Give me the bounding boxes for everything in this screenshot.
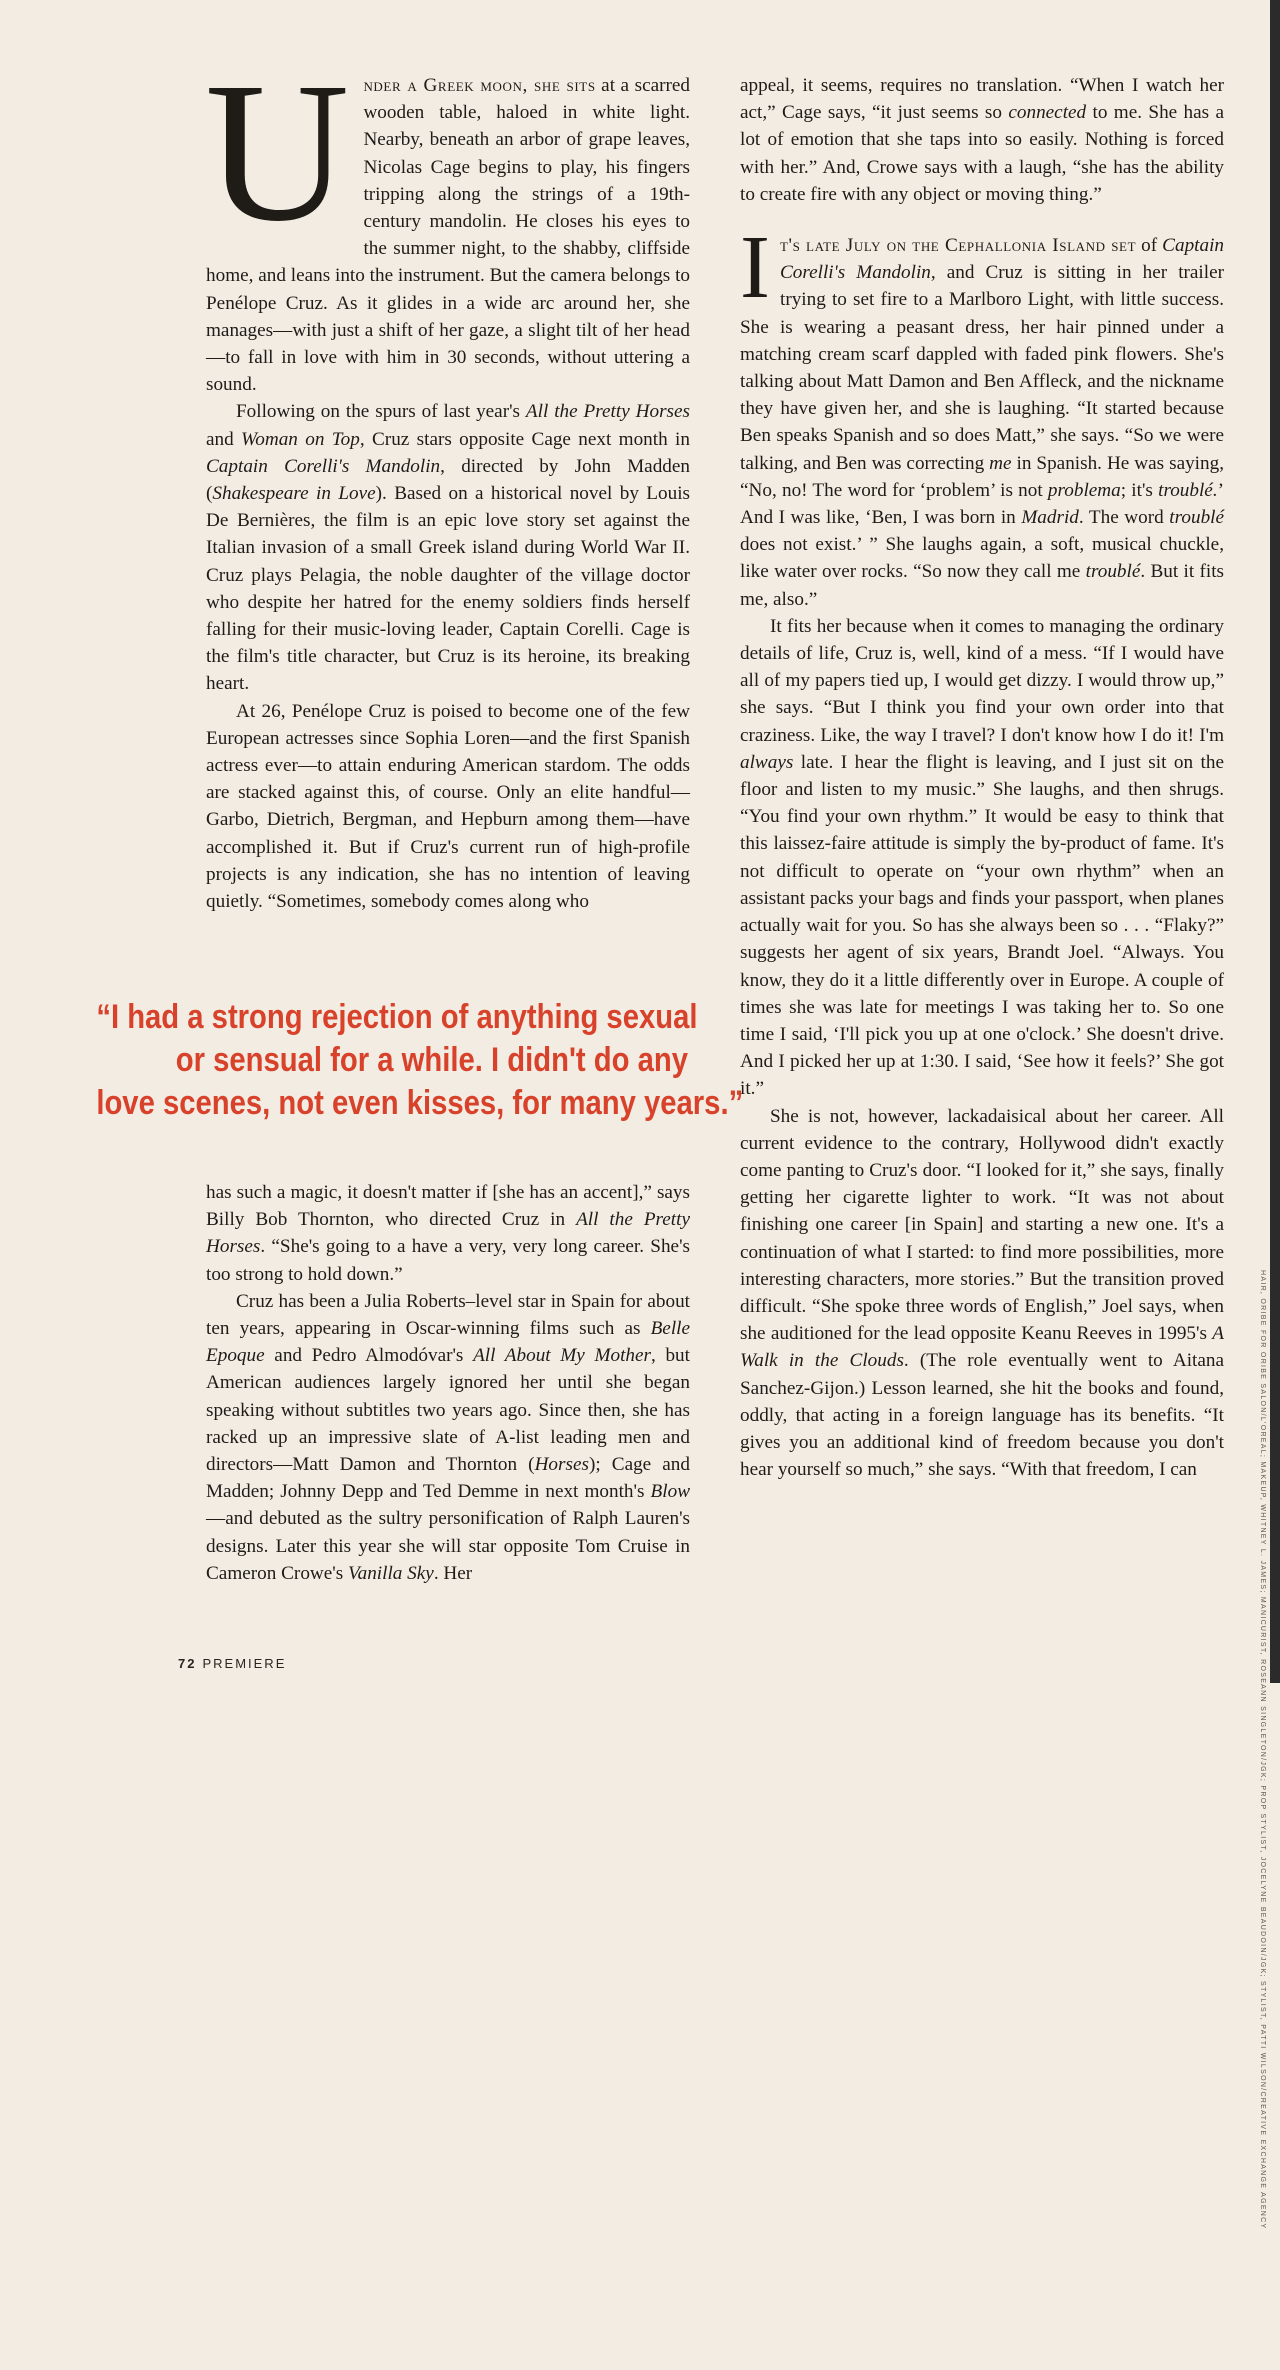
paragraph-4: has such a magic, it doesn't matter if [she has an accent],” says Billy Bob Thornton, who directed Cruz in All the Pretty Horses. “She's going to a have a very, very long career. She's too strong to hold down.” bbox=[206, 1182, 690, 1285]
paragraph-8: It fits her because when it comes to managing the ordinary details of life, Cruz is, well, kind of a mess. “If I would have all of my papers tied up, I would get dizzy. I would throw up,” she says. “But I think you find your own order into that craziness. Like, the way I travel? I don't know how I do it! I'm always late. I hear the flight is leaving, and I just sit on the floor and listen to my music.” She laughs, and then shrugs. “You find your own rhythm.” It would be easy to think that this laissez-faire attitude is simply the by-product of fame. It's not difficult to operate on “your own rhythm” when an assistant packs your bags and finds your passport, when planes actually wait for you. So has she always been so . . . “Flaky?” suggests her agent of six years, Brandt Joel. “Always. You know, they do it a little differently over in Europe. A couple of times she was late for meetings I was taking her to. So one time I said, ‘I'll pick you up at one o'clock.’ She doesn't drive. And I picked her up at 1:30. I said, ‘See how it feels?’ She got it.” bbox=[740, 615, 1224, 1100]
film-title: Horses bbox=[534, 1454, 589, 1476]
film-title: Captain Corelli's Mandolin bbox=[779, 235, 1225, 284]
section-break bbox=[740, 208, 1224, 232]
film-title: Woman on Top bbox=[241, 428, 360, 450]
drop-cap-i: I bbox=[740, 218, 770, 318]
film-title: Blow bbox=[650, 1481, 690, 1503]
page-folio bbox=[178, 1656, 286, 1671]
film-title: Vanilla Sky bbox=[348, 1562, 434, 1584]
section-lead-in: t's late July on the Cephallonia Island set bbox=[779, 235, 1137, 257]
article-column-right bbox=[740, 72, 1224, 1483]
paragraph-2: Following on the spurs of last year's All the Pretty Horses and Woman on Top, Cruz stars opposite Cage next month in Captain Corelli's Mandolin, directed by John Madden (Shakespeare in Love). Based on a historical novel by Louis De Bernières, the film is an epic love story set against the Italian invasion of a small Greek island during World War II. Cruz plays Pelagia, the noble daughter of the village doctor who despite her hatred for the enemy soldiers finds herself falling for their music-loving leader, Captain Corelli. Cage is the film's title character, but Cruz is its heroine, its breaking heart. bbox=[206, 401, 690, 695]
photo-credit: HAIR, ORIBE FOR ORIBE SALON/L'OREAL; MAKEUP, WHITNEY L. JAMES; MANICURIST, ROSEANN SINGLETON/JGK; PROP STYLIST, JOCELYNE BEAUDOIN/JGK; STYLIST, PATTI WILSON/CREATIVE EXCHANGE AGENCY bbox=[1259, 1270, 1266, 2230]
page-gutter-shadow bbox=[1270, 0, 1280, 1683]
paragraph-5: Cruz has been a Julia Roberts–level star in Spain for about ten years, appearing in Oscar-winning films such as Belle Epoque and Pedro Almodóvar's All About My Mother, but American audiences largely ignored her until she began speaking without subtitles two years ago. Since then, she has racked up an impressive slate of A-list leading men and directors—Matt Damon and Thornton (Horses); Cage and Madden; Johnny Depp and Ted Demme in next month's Blow—and debuted as the sultry personification of Ralph Lauren's designs. Later this year she will star opposite Tom Cruise in Cameron Crowe's Vanilla Sky. Her bbox=[206, 1290, 690, 1584]
opening-text: at a scarred wooden table, haloed in white light. Nearby, beneath an arbor of grape leaves, Nicolas Cage begins to play, his fingers tripping along the strings of a 19th-century mandolin. He closes his eyes to the summer night, to the shabby, cliffside home, and leans into the instrument. But the camera belongs to Penélope Cruz. As it glides in a wide arc around her, she manages—with just a shift of her gaze, a slight tilt of her head—to fall in love with him in 30 seconds, without uttering a sound. bbox=[206, 75, 690, 396]
magazine-name: PREMIERE bbox=[202, 1656, 287, 1671]
paragraph-9: She is not, however, lackadaisical about her career. All current evidence to the contrary, Hollywood didn't exactly come panting to Cruz's door. “I looked for it,” she says, finally getting her cigarette lighter to work. “It was not about finishing one career [in Spain] and starting a new one. It's a continuation of what I started: to find more possibilities, more interesting characters, more stories.” But the transition proved difficult. “She spoke three words of English,” Joel says, when she auditioned for the lead opposite Keanu Reeves in 1995's A Walk in the Clouds. (The role eventually went to Aitana Sanchez-Gijon.) Lesson learned, she hit the books and found, oddly, that acting in a foreign language has its benefits. “It gives you an additional kind of freedom because you don't hear yourself so much,” she says. “With that freedom, I can bbox=[740, 1105, 1225, 1481]
pull-quote-line: or sensual for a while. I didn't do any bbox=[175, 1041, 688, 1079]
film-title: Belle Epoque bbox=[206, 1318, 690, 1367]
film-title: A Walk in the Clouds bbox=[740, 1323, 1224, 1372]
paragraph-6: appeal, it seems, requires no translation. “When I watch her act,” Cage says, “it just seems so connected to me. She has a lot of emotion that she taps into so easily. Nothing is forced with her.” And, Crowe says with a laugh, “she has the ability to create fire with any object or moving thing.” bbox=[740, 75, 1225, 205]
paragraph-7: It's late July on the Cephallonia Island set of Captain Corelli's Mandolin, and Cruz is sitting in her trailer trying to set fire to a Marlboro Light, with little success. She is wearing a peasant dress, her hair pinned under a matching cream scarf dappled with faded pink flowers. She's talking about Matt Damon and Ben Affleck, and the nickname they have given her, and she is laughing. “It started because Ben speaks Spanish and so does Matt,” she says. “So we were talking, and Ben was correcting me in Spanish. He was saying, “No, no! The word for ‘problem’ is not problema; it's troublé.’ And I was like, ‘Ben, I was born in Madrid. The word troublé does not exist.’ ” She laughs again, a soft, musical chuckle, like water over rocks. “So now they call me troublé. But it fits me, also.” bbox=[740, 218, 1225, 610]
article-column-left-top bbox=[205, 42, 690, 915]
pull-quote-line: “I had a strong rejection of anything sexual bbox=[96, 998, 698, 1036]
pull-quote-line: love scenes, not even kisses, for many years.” bbox=[96, 1084, 744, 1122]
drop-cap-u: U bbox=[205, 42, 350, 263]
opening-paragraph bbox=[205, 42, 690, 398]
paragraph-3: At 26, Penélope Cruz is poised to become one of the few European actresses since Sophia Loren—and the first Spanish actress ever—to attain enduring American stardom. The odds are stacked against this, of course. Only an elite handful—Garbo, Dietrich, Bergman, and Hepburn among them—have accomplished it. But if Cruz's current run of high-profile projects is any indication, she has no intention of leaving quietly. “Sometimes, somebody comes along who bbox=[206, 700, 690, 913]
film-title: All About My Mother bbox=[473, 1345, 651, 1367]
film-title: Captain Corelli's Mandolin bbox=[206, 455, 441, 477]
film-title: All the Pretty Horses bbox=[206, 1209, 690, 1258]
pull-quote bbox=[96, 996, 744, 1125]
opening-lead-in: nder a Greek moon, she sits bbox=[363, 75, 596, 96]
article-column-left-bottom bbox=[206, 1179, 690, 1587]
film-title: Shakespeare in Love bbox=[212, 483, 376, 505]
page-number: 72 bbox=[178, 1656, 197, 1671]
film-title: All the Pretty Horses bbox=[525, 401, 690, 423]
